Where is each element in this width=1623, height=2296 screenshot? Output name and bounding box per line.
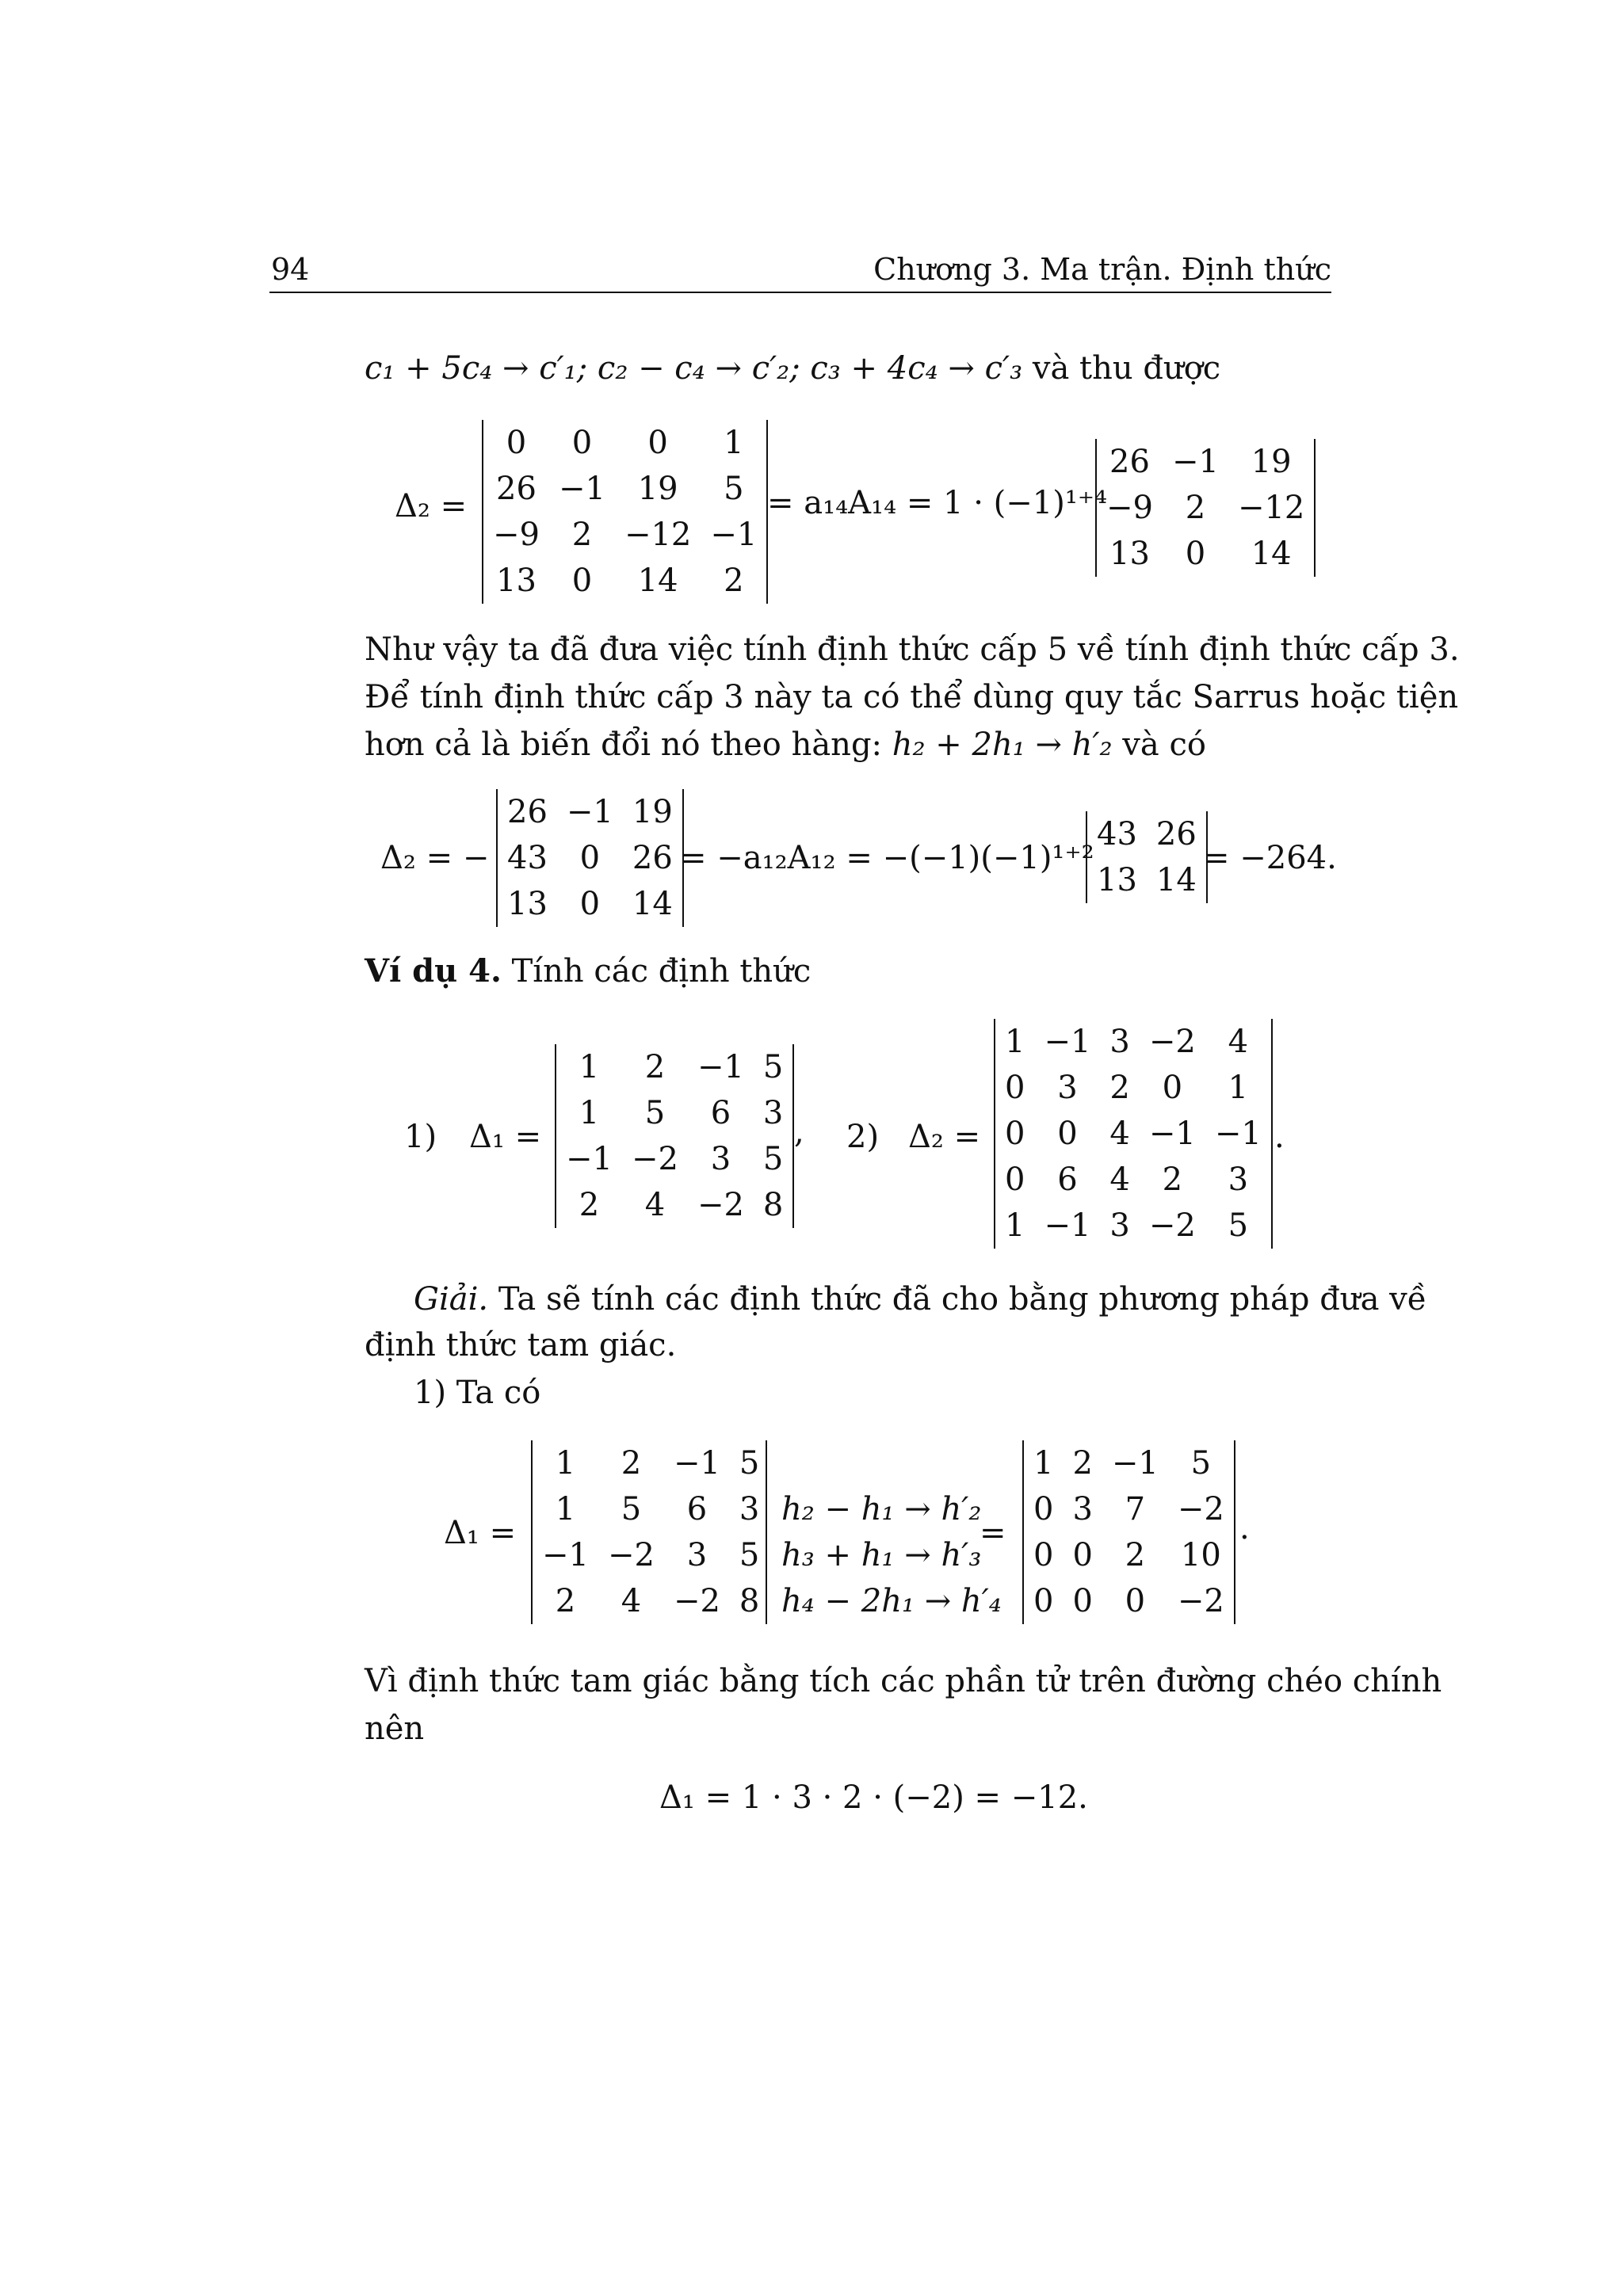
matrix-row: [1024, 1532, 1234, 1578]
matrix-cell: 4: [644, 1187, 666, 1223]
matrix-row: [1024, 1486, 1234, 1532]
matrix-cell: 13: [1097, 862, 1137, 898]
matrix-row: [498, 789, 682, 835]
matrix-cell: 2: [1125, 1537, 1146, 1573]
matrix-cell: 8: [762, 1187, 784, 1223]
matrix-cell: 0: [1162, 1070, 1183, 1106]
matrix-cell: 8: [739, 1583, 760, 1619]
matrix-cell: 1: [1005, 1207, 1025, 1244]
matrix-cell: −2: [1148, 1024, 1196, 1060]
matrix-row: [1087, 857, 1206, 903]
eq3-op-3: h₄ − 2h₁ → h′₄: [781, 1583, 1002, 1619]
ex-matrix-2: [994, 1019, 1273, 1249]
matrix-cell: 2: [571, 517, 593, 553]
matrix-row: [483, 420, 766, 466]
matrix-cell: 3: [1057, 1070, 1078, 1106]
ex-matrix-1: [555, 1044, 794, 1228]
matrix-cell: 0: [506, 425, 527, 461]
final-result: Δ₁ = 1 · 3 · 2 · (−2) = −12.: [659, 1779, 1088, 1816]
matrix-cell: 13: [1109, 536, 1150, 572]
eq1-lhs: Δ₂ =: [395, 488, 468, 524]
matrix-cell: 0: [1072, 1583, 1093, 1619]
matrix-cell: 1: [555, 1445, 576, 1482]
example-label: Ví dụ 4.: [365, 952, 502, 990]
eq2-result: = −264.: [1203, 840, 1337, 876]
para1-line2: Để tính định thức cấp 3 này ta có thể dùng quy tắc Sarrus hoặc tiện: [365, 679, 1459, 715]
matrix-cell: 19: [632, 794, 673, 830]
matrix-cell: 26: [1155, 816, 1197, 852]
matrix-cell: 0: [1005, 1161, 1025, 1198]
matrix-cell: −12: [1237, 490, 1305, 526]
matrix-cell: 3: [1109, 1207, 1130, 1244]
eq2-expansion: = −a₁₂A₁₂ = −(−1)(−1)¹⁺²: [680, 840, 1094, 876]
matrix-cell: 2: [644, 1049, 666, 1085]
solution-text: Ta sẽ tính các định thức đã cho bằng phương pháp đưa về: [498, 1281, 1427, 1318]
matrix-row: [1087, 811, 1206, 857]
matrix-cell: −1: [566, 1141, 613, 1177]
matrix-cell: 3: [1228, 1161, 1249, 1198]
matrix-row: [556, 1136, 792, 1182]
matrix-cell: 2: [1109, 1070, 1130, 1106]
column-ops-tail: và thu được: [1032, 350, 1221, 387]
matrix-cell: −2: [631, 1141, 678, 1177]
matrix-row: [533, 1532, 769, 1578]
matrix-cell: −2: [1177, 1491, 1224, 1527]
matrix-cell: 0: [1185, 536, 1206, 572]
page-number: 94: [271, 252, 310, 287]
matrix-row: [1097, 531, 1314, 577]
matrix-cell: 26: [632, 840, 673, 876]
example-text: Tính các định thức: [511, 953, 812, 990]
matrix-cell: 4: [621, 1583, 642, 1619]
eq2-lhs: Δ₂ = −: [380, 840, 490, 876]
matrix-cell: 0: [647, 425, 668, 461]
matrix-cell: 2: [1185, 490, 1206, 526]
para1-line1: Như vậy ta đã đưa việc tính định thức cấp 5 về tính định thức cấp 3.: [365, 631, 1460, 668]
para1-tail: và có: [1122, 727, 1206, 763]
matrix-cell: 6: [1057, 1161, 1078, 1198]
matrix-cell: 0: [1033, 1537, 1054, 1573]
matrix-cell: 5: [762, 1141, 784, 1177]
matrix-cell: 0: [1072, 1537, 1093, 1573]
solution-line3: 1) Ta có: [414, 1375, 541, 1411]
matrix-cell: 26: [507, 794, 548, 830]
matrix-cell: 5: [1190, 1445, 1212, 1482]
matrix-cell: −2: [1177, 1583, 1224, 1619]
matrix-cell: −1: [1214, 1116, 1262, 1152]
matrix-row: [995, 1065, 1271, 1111]
eq3-matrix-original: [531, 1440, 769, 1624]
matrix-cell: 1: [1228, 1070, 1249, 1106]
matrix-row: [1097, 485, 1314, 531]
eq3-op-2: h₃ + h₁ → h′₃: [781, 1537, 982, 1573]
matrix-cell: 2: [1162, 1161, 1183, 1198]
matrix-cell: 10: [1180, 1537, 1221, 1573]
matrix-cell: 5: [739, 1537, 760, 1573]
matrix-cell: −1: [1044, 1207, 1091, 1244]
matrix-cell: 19: [637, 471, 678, 507]
eq3-divider: [766, 1440, 767, 1624]
para1-line3: hơn cả là biến đổi nó theo hàng:: [365, 727, 883, 763]
matrix-row: [533, 1440, 769, 1486]
matrix-cell: 13: [496, 563, 537, 599]
para2-line2: nên: [365, 1711, 425, 1747]
matrix-cell: 5: [621, 1491, 642, 1527]
matrix-cell: −9: [1106, 490, 1153, 526]
matrix-cell: 2: [621, 1445, 642, 1482]
matrix-cell: 13: [507, 886, 548, 922]
matrix-cell: 43: [507, 840, 548, 876]
eq1-matrix-4x4: [482, 420, 768, 604]
ex-label-2: 2): [846, 1119, 880, 1155]
header-rule: [269, 292, 1331, 293]
ex-comma: ,: [794, 1114, 804, 1150]
row-op: h₂ + 2h₁ → h′₂: [892, 727, 1113, 763]
matrix-cell: 14: [1251, 536, 1292, 572]
matrix-row: [1024, 1578, 1234, 1624]
matrix-cell: 26: [496, 471, 537, 507]
matrix-row: [483, 558, 766, 604]
matrix-cell: 0: [579, 886, 601, 922]
matrix-cell: 1: [555, 1491, 576, 1527]
matrix-cell: −9: [493, 517, 540, 553]
eq3-lhs: Δ₁ =: [444, 1515, 517, 1551]
matrix-cell: 43: [1097, 816, 1137, 852]
matrix-cell: −2: [607, 1537, 655, 1573]
matrix-cell: −2: [697, 1187, 744, 1223]
matrix-row: [556, 1090, 792, 1136]
matrix-cell: 1: [1033, 1445, 1054, 1482]
matrix-cell: −1: [1044, 1024, 1091, 1060]
matrix-row: [995, 1157, 1271, 1203]
matrix-row: [483, 466, 766, 512]
matrix-row: [556, 1182, 792, 1228]
matrix-cell: 2: [724, 563, 744, 599]
matrix-cell: 26: [1109, 444, 1150, 480]
example-heading: [365, 948, 811, 995]
matrix-cell: 5: [762, 1049, 784, 1085]
matrix-cell: 1: [579, 1095, 600, 1131]
solution-line1: [414, 1276, 1426, 1323]
matrix-cell: 3: [1109, 1024, 1130, 1060]
matrix-cell: −1: [558, 471, 605, 507]
matrix-cell: −12: [624, 517, 692, 553]
matrix-cell: 3: [1072, 1491, 1093, 1527]
matrix-cell: 0: [1033, 1491, 1054, 1527]
para2-line1: Vì định thức tam giác bằng tích các phần tử trên đường chéo chính: [365, 1663, 1442, 1699]
ex-end: .: [1274, 1119, 1285, 1155]
chapter-title: Chương 3. Ma trận. Định thức: [873, 252, 1331, 287]
matrix-row: [995, 1111, 1271, 1157]
matrix-cell: 3: [686, 1537, 708, 1573]
matrix-cell: 3: [710, 1141, 731, 1177]
matrix-cell: 19: [1251, 444, 1292, 480]
para1-line3-wrap: [365, 721, 1206, 769]
matrix-cell: 0: [579, 840, 601, 876]
ex-lhs-2: Δ₂ =: [908, 1119, 981, 1155]
matrix-cell: −1: [542, 1537, 589, 1573]
matrix-cell: 14: [632, 886, 673, 922]
matrix-row: [533, 1578, 769, 1624]
matrix-row: [1024, 1440, 1234, 1486]
matrix-row: [498, 835, 682, 881]
matrix-cell: 0: [1057, 1116, 1078, 1152]
matrix-cell: 5: [1228, 1207, 1249, 1244]
eq3-end: .: [1239, 1510, 1250, 1547]
eq2-matrix-3x3: [496, 789, 684, 927]
matrix-cell: −2: [673, 1583, 720, 1619]
matrix-cell: −1: [697, 1049, 744, 1085]
matrix-row: [498, 881, 682, 927]
eq1-expansion: = a₁₄A₁₄ = 1 · (−1)¹⁺⁴: [767, 485, 1108, 521]
eq2-matrix-2x2: [1086, 811, 1208, 903]
ex-lhs-1: Δ₁ =: [469, 1119, 542, 1155]
solution-line2: định thức tam giác.: [365, 1327, 677, 1363]
matrix-cell: −1: [673, 1445, 720, 1482]
matrix-cell: 0: [571, 563, 593, 599]
matrix-cell: 4: [1109, 1116, 1130, 1152]
matrix-cell: 5: [739, 1445, 760, 1482]
matrix-cell: 14: [637, 563, 678, 599]
matrix-cell: 1: [579, 1049, 600, 1085]
matrix-cell: −1: [1111, 1445, 1159, 1482]
matrix-cell: 1: [724, 425, 744, 461]
matrix-cell: 6: [710, 1095, 731, 1131]
eq1-matrix-3x3: [1095, 439, 1316, 577]
matrix-row: [556, 1044, 792, 1090]
column-ops-line: [365, 345, 1220, 392]
matrix-row: [995, 1203, 1271, 1249]
matrix-row: [995, 1019, 1271, 1065]
matrix-cell: 1: [1005, 1024, 1025, 1060]
matrix-cell: 5: [644, 1095, 666, 1131]
matrix-cell: 14: [1155, 862, 1197, 898]
eq3-equals: =: [980, 1515, 1006, 1551]
matrix-cell: 0: [1125, 1583, 1146, 1619]
eq3-row-operations: [781, 1486, 1002, 1624]
matrix-cell: −1: [710, 517, 758, 553]
eq3-op-1: h₂ − h₁ → h′₂: [781, 1491, 982, 1527]
matrix-cell: 3: [762, 1095, 784, 1131]
matrix-cell: 7: [1125, 1491, 1146, 1527]
matrix-cell: 0: [571, 425, 593, 461]
matrix-cell: 2: [1072, 1445, 1093, 1482]
matrix-cell: 4: [1109, 1161, 1130, 1198]
column-ops: c₁ + 5c₄ → c′₁; c₂ − c₄ → c′₂; c₃ + 4c₄ → c′₃: [365, 350, 1023, 387]
matrix-cell: 4: [1228, 1024, 1249, 1060]
matrix-cell: 0: [1005, 1070, 1025, 1106]
matrix-cell: 5: [724, 471, 744, 507]
matrix-cell: −2: [1148, 1207, 1196, 1244]
matrix-row: [483, 512, 766, 558]
matrix-cell: 0: [1033, 1583, 1054, 1619]
matrix-cell: −1: [1171, 444, 1219, 480]
matrix-cell: 0: [1005, 1116, 1025, 1152]
matrix-cell: 6: [686, 1491, 708, 1527]
matrix-cell: 2: [555, 1583, 576, 1619]
ex-label-1: 1): [404, 1119, 437, 1155]
matrix-cell: 3: [739, 1491, 760, 1527]
matrix-row: [1097, 439, 1314, 485]
solution-label: Giải.: [414, 1281, 489, 1318]
matrix-cell: −1: [566, 794, 613, 830]
matrix-cell: 2: [579, 1187, 600, 1223]
matrix-cell: −1: [1148, 1116, 1196, 1152]
matrix-row: [533, 1486, 769, 1532]
eq3-matrix-triangular: [1022, 1440, 1235, 1624]
